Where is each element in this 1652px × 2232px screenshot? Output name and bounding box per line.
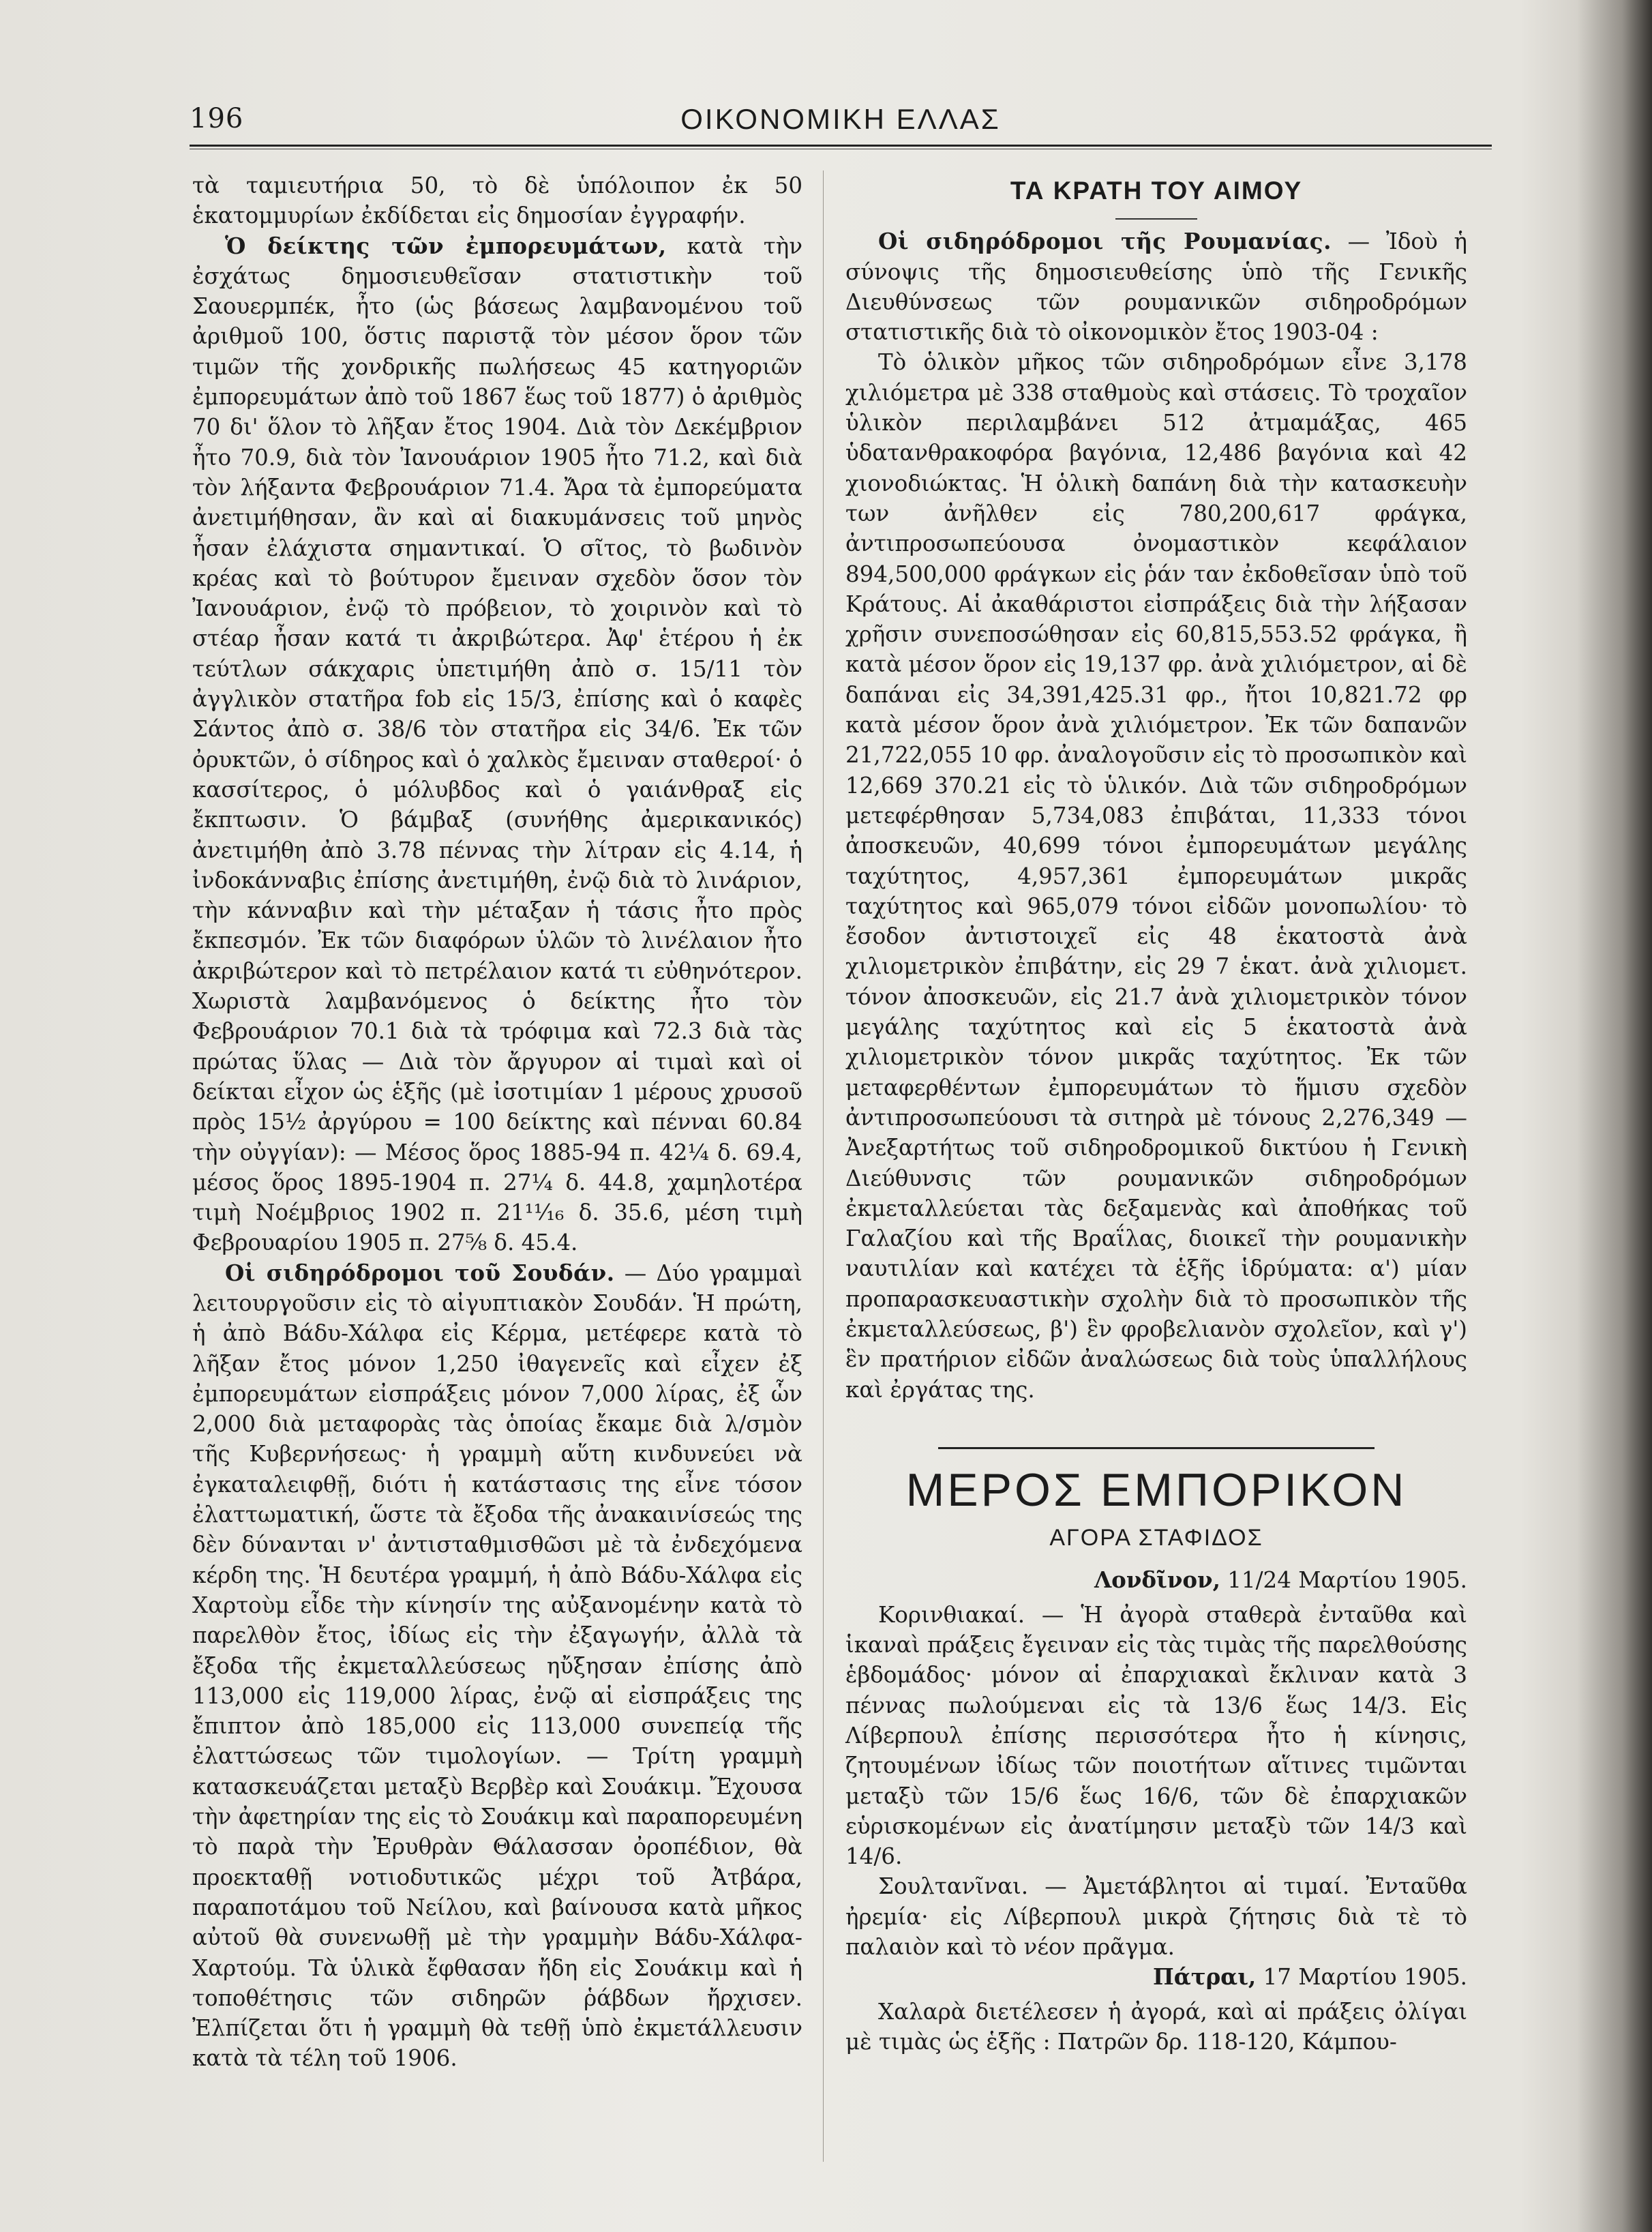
page-number: 196 bbox=[190, 103, 244, 134]
paragraph-romanian-railways bbox=[845, 226, 1467, 347]
section-divider-rule bbox=[938, 1447, 1375, 1449]
dateline-london bbox=[845, 1565, 1467, 1595]
paragraph-commodity-index bbox=[192, 231, 802, 1258]
body-commodity-index: κατὰ τὴν ἐσχάτως δημοσιευθεῖσαν στατιστικὴν τοῦ Σαουερμπέκ, ἦτο (ὡς βάσεως λαμβανομένου τοῦ ἀριθμοῦ 100, ὅστις παριστᾷ τὸν μέσον ὅρον τῶν τιμῶν τῆς χονδρικῆς πωλήσεως 45 κατηγοριῶν ἐμπορευμάτων ἀπὸ τοῦ 1867 ἕως τοῦ 1877) ὁ ἀριθμὸς 70 δι' ὅλον τὸ λῆξαν ἔτος 1904. Διὰ τὸν Δεκέμβριον ἦτο 70.9, διὰ τὸν Ἰανουάριον 1905 ἦτο 71.2, καὶ διὰ τὸν λήξαντα Φεβρουάριον 71.4. Ἄρα τὰ ἐμπορεύματα ἀνετιμήθησαν, ἂν καὶ αἱ διακυμάνσεις τοῦ μηνὸς ἦσαν ἐλάχιστα σημαντικαί. Ὁ σῖτος, τὸ βωδινὸν κρέας καὶ τὸ βούτυρον ἔμειναν σχεδὸν ὅσον τὸν Ἰανουάριον, ἐνῷ τὸ πρόβειον, τὸ χοιρινὸν καὶ τὸ στέαρ ἦσαν κατά τι ἀκριβώτερα. Ἀφ' ἑτέρου ἡ ἐκ τεύτλων σάκχαρις ὑπετιμήθη ἀπὸ σ. 15/11 τὸν ἀγγλικὸν στατῆρα fob εἰς 15/3, ἐπίσης καὶ ὁ καφὲς Σάντος ἀπὸ σ. 38/6 τὸν στατῆρα εἰς 34/6. Ἐκ τῶν ὀρυκτῶν, ὁ σίδηρος καὶ ὁ χαλκὸς ἔμειναν σταθεροί· ὁ κασσίτερος, ὁ μόλυβδος καὶ ὁ γαιάνθραξ εἰς ἔκπτωσιν. Ὁ βάμβαξ (συνήθης ἀμερικανικός) ἀνετιμήθη ἀπὸ 3.78 πέννας τὴν λίτραν εἰς 4.14, ἡ ἰνδοκάνναβις ἐπίσης ἀνετιμήθη, ἐνῷ διὰ τὸ λινάριον, τὴν κάνναβιν καὶ τὴν μέταξαν ἡ τάσις ἦτο πρὸς ἔκπεσμόν. Ἐκ τῶν διαφόρων ὑλῶν τὸ λινέλαιον ἦτο ἀκριβώτερον καὶ τὸ πετρέλαιον κατά τι εὐθηνότερον. Χωριστὰ λαμβανόμενος ὁ δείκτης ἦτο τὸν Φεβρουάριον 70.1 διὰ τὰ τρόφιμα καὶ 72.3 διὰ τὰς πρώτας ὕλας — Διὰ τὸν ἄργυρον αἱ τιμαὶ καὶ οἱ δείκται εἶχον ὡς ἑξῆς (μὲ ἰσοτιμίαν 1 μέρους χρυσοῦ πρὸς 15½ ἀργύρου = 100 δείκτης καὶ πένναι 60.84 τὴν οὐγγίαν): — Μέσος ὅρος 1885-94 π. 42¼ δ. 69.4, μέσος ὅρος 1895-1904 π. 27¼ δ. 44.8, χαμηλοτέρα τιμὴ Νοέμβριος 1902 π. 21¹¹⁄₁₆ δ. 35.6, μέση τιμὴ Φεβρουαρίου 1905 π. 27⅝ δ. 45.4. bbox=[192, 233, 802, 1256]
body-romanian-railways-intro: — Ἰδοὺ ἡ σύνοψις τῆς δημοσιευθείσης ὑπὸ τῆς Γενικῆς Διευθύνσεως τῶν ρουμανικῶν σιδηροδρόμων στατιστικῆς διὰ τὸ οἰκονομικὸν ἔτος 1903-04 : bbox=[845, 228, 1467, 346]
paragraph-sultanas: Σουλτανῖναι. — Ἀμετάβλητοι αἱ τιμαί. Ἐνταῦθα ἠρεμία· εἰς Λίβερπουλ μικρὰ ζήτησις διὰ τὲ τὸ παλαιὸν καὶ τὸ νέον πρᾶγμα. bbox=[845, 1873, 1467, 1961]
dateline-patras bbox=[845, 1962, 1467, 1992]
section-title-commercial-part: ΜΕΡΟΣ ΕΜΠΟΡΙΚΟΝ bbox=[905, 1463, 1407, 1516]
header-rule bbox=[190, 145, 1492, 149]
dateline-patras-date: 17 Μαρτίου 1905. bbox=[1256, 1964, 1467, 1991]
heading-romanian-railways: Οἱ σιδηρόδρομοι τῆς Ρουμανίας. bbox=[878, 228, 1332, 255]
paragraph-savings: τὰ ταμιευτήρια 50, τὸ δὲ ὑπόλοιπον ἐκ 50 ἑκατομμυρίων ἐκδίδεται εἰς δημοσίαν ἐγγραφήν. bbox=[192, 173, 802, 229]
running-title: ΟΙΚΟΝΟΜΙΚΗ ΕΛΛΑΣ bbox=[680, 103, 1001, 135]
subsection-title-raisin-market: ΑΓΟΡΑ ΣΤΑΦΙΔΟΣ bbox=[1049, 1525, 1263, 1551]
heading-sudan-railways: Οἱ σιδηρόδρομοι τοῦ Σουδάν. bbox=[225, 1259, 615, 1286]
paragraph-patras-market: Χαλαρὰ διετέλεσεν ἡ ἀγορά, καὶ αἱ πράξεις ὀλίγαι μὲ τιμὰς ὡς ἑξῆς : Πατρῶν δρ. 118-120, Κάμπου- bbox=[845, 1998, 1467, 2055]
body-sudan-railways: — Δύο γραμμαὶ λειτουργοῦσιν εἰς τὸ αἰγυπτιακὸν Σουδάν. Ἡ πρώτη, ἡ ἀπὸ Βάδυ-Χάλφα εἰς Κέρμα, μετέφερε κατὰ τὸ λῆξαν ἔτος μόνον 1,250 ἰθαγενεῖς καὶ εἶχεν ἐξ ἐμπορευμάτων εἰσπράξεις μόνον 7,000 λίρας, ἐξ ὧν 2,000 διὰ μεταφορὰς τὰς ὁποίας ἔκαμε διὰ λ/σμὸν τῆς Κυβερνήσεως· ἡ γραμμὴ αὕτη κινδυνεύει νὰ ἐγκαταλειφθῇ, διότι ἡ κατάστασις της εἶνε τόσον ἐλαττωματική, ὥστε τὰ ἔξοδα τῆς ἀνακαινίσεώς της δὲν δύνανται ν' ἀντισταθμισθῶσι μὲ τὰ ἐνδεχόμενα κέρδη της. Ἡ δευτέρα γραμμή, ἡ ἀπὸ Βάδυ-Χάλφα εἰς Χαρτοὺμ εἶδε τὴν κίνησίν της αὐξανομένην κατὰ τὸ παρελθὸν ἔτος, ἰδίως εἰς τὴν ἐξαγωγήν, ἀλλὰ τὰ ἔξοδα τῆς ἐκμεταλλεύσεως ηὔξησαν ἐπίσης ἀπὸ 113,000 εἰς 119,000 λίρας, ἐνῷ αἱ εἰσπράξεις της ἔπιπτον ἀπὸ 185,000 εἰς 113,000 συνεπείᾳ τῆς ἐλαττώσεως τῶν τιμολογίων. — Τρίτη γραμμὴ κατασκευάζεται μεταξὺ Βερβὲρ καὶ Σουάκιμ. Ἔχουσα τὴν ἀφετηρίαν της εἰς τὸ Σουάκιμ καὶ παραπορευμένη τὸ παρὰ τὴν Ἐρυθρὰν Θάλασσαν ὀροπέδιον, θὰ προεκταθῇ νοτιοδυτικῶς μέχρι τοῦ Ἀτβάρα, παραποτάμου τοῦ Νείλου, καὶ βαίνουσα κατὰ μῆκος αὐτοῦ θὰ συνενωθῇ μὲ τὴν γραμμὴν Βάδυ-Χάλφα-Χαρτούμ. Τὰ ὑλικὰ ἔφθασαν ἤδη εἰς Σουάκιμ καὶ ἡ τοποθέτησις τῶν σιδηρῶν ῥάβδων ἤρχισεν. Ἐλπίζεται ὅτι ἡ γραμμὴ θὰ τεθῇ ὑπὸ ἐκμετάλλευσιν κατὰ τὰ τέλη τοῦ 1906. bbox=[192, 1260, 803, 2072]
column-divider bbox=[823, 170, 824, 2162]
dateline-patras-city: Πάτραι, bbox=[1153, 1963, 1257, 1991]
page-header bbox=[190, 99, 1492, 147]
paragraph-romanian-railways-stats: Τὸ ὁλικὸν μῆκος τῶν σιδηροδρόμων εἶνε 3,178 χιλιόμετρα μὲ 338 σταθμοὺς καὶ στάσεις. Τὸ τροχαῖον ὑλικὸν περιλαμβάνει 512 ἀτμαμάξας, 465 ὑδατανθρακοφόρα βαγόνια, 12,486 βαγόνια καὶ 42 χιονοδιώκτας. Ἡ ὁλικὴ δαπάνη διὰ τὴν κατασκευὴν των ἀνῆλθεν εἰς 780,200,617 φράγκα, ἀντιπροσωπεύουσα ὀνομαστικὸν κεφάλαιον 894,500,000 φράγκων εἰς ῥάν ταν ἐκδοθεῖσαν ὑπὸ τοῦ Κράτους. Αἱ ἀκαθάριστοι εἰσπράξεις διὰ τὴν λήξασαν χρῆσιν συνεποσώθησαν εἰς 60,815,553.52 φράγκα, ἢ κατὰ μέσον ὅρον εἰς 19,137 φρ. ἀνὰ χιλιόμετρον, αἱ δὲ δαπάναι εἰς 34,391,425.31 φρ., ἤτοι 10,821.72 φρ κατὰ μέσον ὅρον ἀνὰ χιλιόμετρον. Ἐκ τῶν δαπανῶν 21,722,055 10 φρ. ἀναλογοῦσιν εἰς τὸ προσωπικὸν καὶ 12,669 370.21 εἰς τὸ ὑλικόν. Διὰ τῶν σιδηροδρόμων μετεφέρθησαν 5,734,083 ἐπιβάται, 11,333 τόνοι ἀποσκευῶν, 40,699 τόνοι ἐμπορευμάτων μεγάλης ταχύτητος, 4,957,361 ἐμπορευμάτων μικρᾶς ταχύτητος καὶ 965,079 τόνοι εἰδῶν μονοπωλίου· τὸ ἔσοδον ἀντιστοιχεῖ εἰς 48 ἑκατοστὰ ἀνὰ χιλιομετρικὸν ἐπιβάτην, εἰς 29 7 ἑκατ. ἀνὰ χιλιομετ. τόνον ἀποσκευῶν, εἰς 21.7 ἀνὰ χιλιομετρικὸν τόνον μεγάλης ταχύτητος καὶ εἰς 5 ἑκατοστὰ ἀνὰ χιλιομετρικὸν τόνον μικρᾶς ταχύτητος. Ἐκ τῶν μεταφερθέντων ἐμπορευμάτων τὸ ἥμισυ σχεδὸν ἀντιπροσωπεύουσι τὰ σιτηρὰ μὲ τόνους 2,276,349 — Ἀνεξαρτήτως τοῦ σιδηροδρομικοῦ δικτύου ἡ Γενικὴ Διεύθυνσις τῶν ρουμανικῶν σιδηροδρόμων ἐκμεταλλεύεται τὰς δεξαμενὰς καὶ ἀποθήκας τοῦ Γαλαζίου καὶ τῆς Βραΐλας, διοικεῖ τὴν ρουμανικὴν ναυτιλίαν καὶ κατέχει τὰ ἑξῆς ἱδρύματα: α') μίαν προπαρασκευαστικὴν σχολὴν διὰ τὸ προσωπικὸν τῆς ἐκμεταλλεύσεως, β') ἓν φροβελιανὸν σχολεῖον, καὶ γ') ἓν πρατήριον εἰδῶν ἀναλώσεως διὰ τοὺς ὑπαλλήλους καὶ ἐργάτας της. bbox=[845, 349, 1467, 1403]
right-column bbox=[845, 170, 1467, 2057]
section-rule bbox=[1115, 218, 1197, 220]
heading-commodity-index: Ὁ δείκτης τῶν ἐμπορευμάτων, bbox=[225, 232, 667, 259]
book-spine-shadow bbox=[1577, 0, 1652, 2232]
dateline-london-date: 11/24 Μαρτίου 1905. bbox=[1220, 1567, 1467, 1594]
section-title-balkan-states: ΤΑ ΚΡΑΤΗ ΤΟΥ ΑΙΜΟΥ bbox=[1010, 177, 1303, 205]
paragraph-sudan-railways bbox=[192, 1258, 802, 2074]
dateline-london-city: Λονδῖνον, bbox=[1094, 1566, 1220, 1594]
left-column bbox=[192, 170, 802, 2074]
paragraph-corinthian-currants: Κορινθιακαί. — Ἡ ἀγορὰ σταθερὰ ἐνταῦθα καὶ ἱκαναὶ πράξεις ἔγειναν εἰς τὰς τιμὰς τῆς παρελθούσης ἑβδομάδος· μόνον αἱ ἐπαρχιακαὶ ἔκλιναν κατὰ 3 πέννας πωλούμεναι εἰς τὰ 13/6 ἕως 14/3. Εἰς Λίβερπουλ ἐπίσης περισσότερα ἦτο ἡ κίνησις, ζητουμένων ἰδίως τῶν ποιοτήτων αἵτινες τιμῶνται μεταξὺ τῶν 15/6 ἕως 16/6, τῶν δὲ ἐπαρχιακῶν εὑρισκομένων εἰς ἀνατίμησιν μεταξὺ τῶν 14/3 καὶ 14/6. bbox=[845, 1601, 1467, 1870]
